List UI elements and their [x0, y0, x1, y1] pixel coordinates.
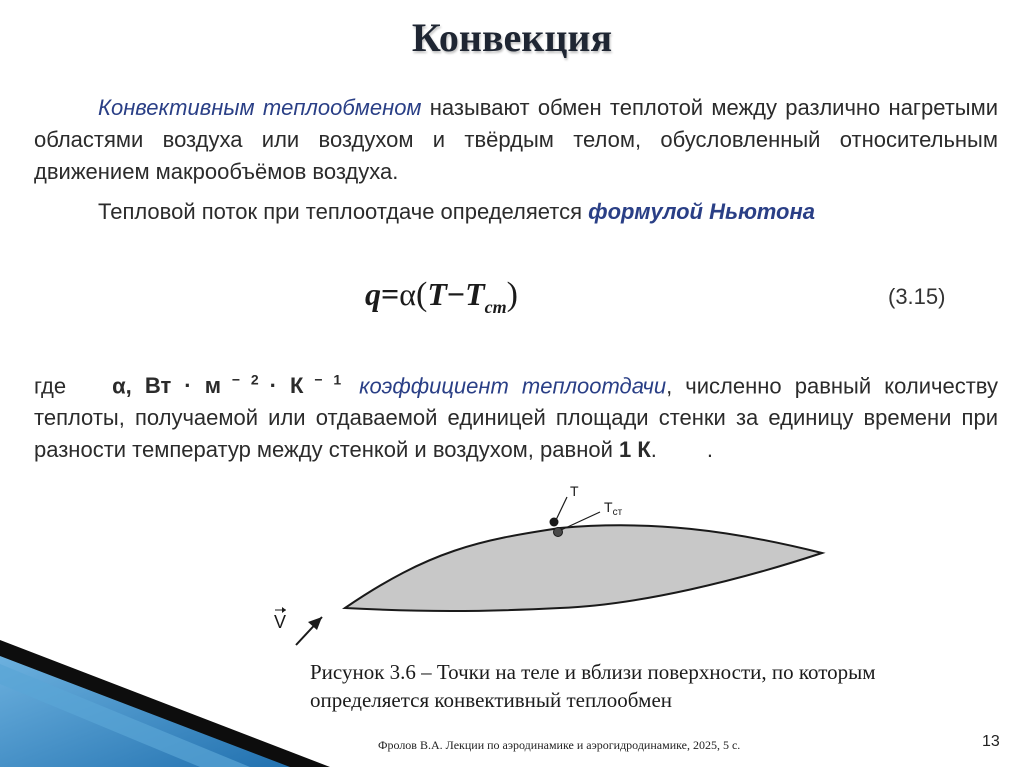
equation-number: (3.15) — [888, 284, 946, 309]
where-word: где — [34, 373, 67, 399]
formula-minus: − — [446, 276, 466, 312]
point-t-wall-marker — [554, 528, 563, 537]
airfoil-body — [345, 525, 822, 611]
page-number: 13 — [982, 733, 1000, 750]
term-heat-transfer-coefficient: коэффициент теплоотдачи — [359, 373, 667, 399]
label-v: V — [274, 612, 287, 632]
paragraph-coefficient: где α, Вт · м $^{- 2}$ · К $^{- 1}$ коэффициент теплоотдачи, численно равный количеству теплоты, получаемой или отдаваемой единицей площади стенки за единицу времени при разности температур между стенкой и воздухом, равной 1 К. . — [34, 372, 998, 463]
label-t: T — [570, 483, 579, 499]
units-label: Вт · м $^{- 2}$ · К $^{- 1}$ — [144, 372, 342, 399]
slide-title: Конвекция — [411, 15, 613, 60]
formula-close-paren: ) — [506, 276, 518, 313]
paragraph-newton — [34, 196, 998, 228]
formula-t-wall-sub: ст — [484, 297, 507, 317]
formula-t-wall: T — [465, 276, 485, 312]
coefficient-text: , численно равный количеству теплоты, получаемой или отдаваемой единицей площади стенки за единицу времени при разности температур между стенкой и воздухом, равной — [34, 373, 998, 463]
newton-text: Тепловой поток при теплоотдаче определяется — [98, 199, 589, 224]
formula-open-paren: ( — [416, 276, 428, 313]
formula-t: T — [427, 276, 447, 312]
trailing-dot: . — [706, 437, 714, 463]
formula-q: q — [365, 276, 381, 312]
slide-footer: Фролов В.А. Лекции по аэродинамике и аэрогидродинамике, 2025, 5 с. — [378, 738, 741, 752]
label-t-wall: $Т_{ст}$ — [604, 499, 623, 518]
figure-caption: Рисунок 3.6 – Точки на теле и вблизи поверхности, по которым определяется конвективный теплообмен — [310, 660, 876, 712]
alpha-symbol: α, — [112, 373, 132, 399]
formula-alpha: α — [399, 276, 416, 312]
term-newton-formula: формулой Ньютона — [588, 199, 816, 224]
definition-text: называют обмен теплотой между различно нагретыми областями воздуха или воздухом и твёрдым телом, обусловленный относительным движением макрообъёмов воздуха. — [34, 95, 998, 184]
figure-body-surface — [0, 470, 1024, 660]
paragraph-definition — [34, 92, 998, 188]
newton-formula — [365, 276, 518, 318]
value-1k: 1 К — [618, 437, 651, 463]
term-convective-heat-exchange: Конвективным теплообменом — [98, 95, 422, 120]
formula-equals: = — [381, 276, 400, 312]
